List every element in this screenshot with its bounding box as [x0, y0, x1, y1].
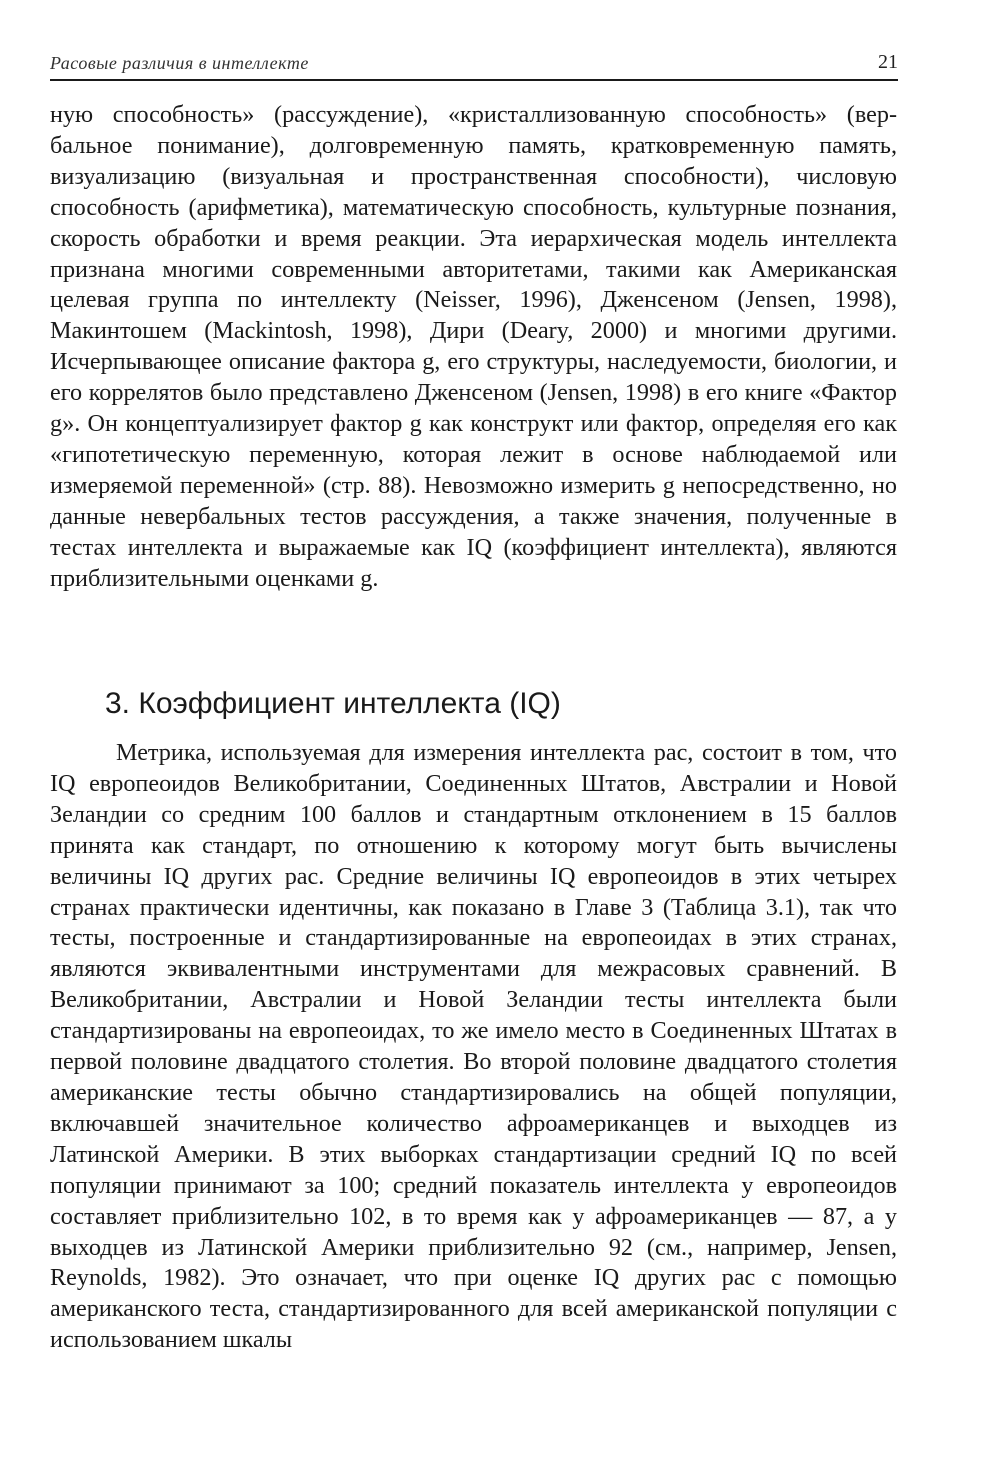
running-header [50, 51, 898, 81]
body-paragraph-2: Метрика, используемая для измерения интеллекта рас, состоит в том, что IQ европеоидов Великобритании, Соединенных Штатов, Австралии и Новой Зеландии со средним 100 баллов и стандартным отклонением в 15 баллов принята как стандарт, по отношению к которому могут быть вычислены величины IQ других рас. Средние величины IQ европеоидов в этих четырех странах практически идентичны, как показано в Главе 3 (Таблица 3.1), так что тесты, построенные и стандартизированные на европеоидах в этих странах, являются эквивалентными инструментами для межрасовых сравнений. В Великобритании, Австралии и Новой Зеландии тесты интеллекта были стандартизированы на европеоидах, то же имело место в Соединенных Штатах в первой половине двадцатого столетия. Во второй половине двадцатого столетия американские тесты обычно стандартизировались на общей популяции, включавшей значительное количество афроамериканцев и выходцев из Латинской Америки. В этих выборках стандартизации средний IQ по всей популяции принимают за 100; средний показатель интеллекта у европеоидов составляет приблизительно 102, в то время как у афроамериканцев — 87, а у выходцев из Латинской Америки приблизительно 92 (см., например, Jensen, Reynolds, 1982). Это означает, что при оценке IQ других рас с помощью американского теста, стандартизированного для всей американской популяции с использованием шкалы [50, 739, 897, 1354]
section-heading: 3. Коэффициент интеллекта (IQ) [105, 687, 561, 720]
page-number: 21 [878, 51, 898, 73]
body-paragraph-1: ную способность» (рассуждение), «кристаллизованную способность» (вербальное понимание), долговременную память, кратковременную память, визуализацию (визуальная и пространственная способности), числовую способность (арифметика), математическую способность, культурные познания, скорость обработки и время реакции. Эта иерархическая модель интеллекта признана многими современными авторитетами, такими как Американская целевая группа по интеллекту (Neisser, 1996), Дженсеном (Jensen, 1998), Макинтошем (Mackintosh, 1998), Дири (Deary, 2000) и многими другими. Исчерпывающее описание фактора g, его структуры, наследуемости, биологии, и его коррелятов было представлено Дженсеном (Jensen, 1998) в его книге «Фактор g». Он концептуализирует фактор g как конструкт или фактор, определяя его как «гипотетическую переменную, которая лежит в основе наблюдаемой или измеряемой переменной» (стр. 88). Невозможно измерить g непосредственно, но данные невербальных тестов рассуждения, а также значения, полученные в тестах интеллекта и выражаемые как IQ (коэффициент интеллекта), являются приблизительными оценками g. [50, 101, 897, 592]
running-title: Расовые различия в интеллекте [50, 53, 309, 73]
